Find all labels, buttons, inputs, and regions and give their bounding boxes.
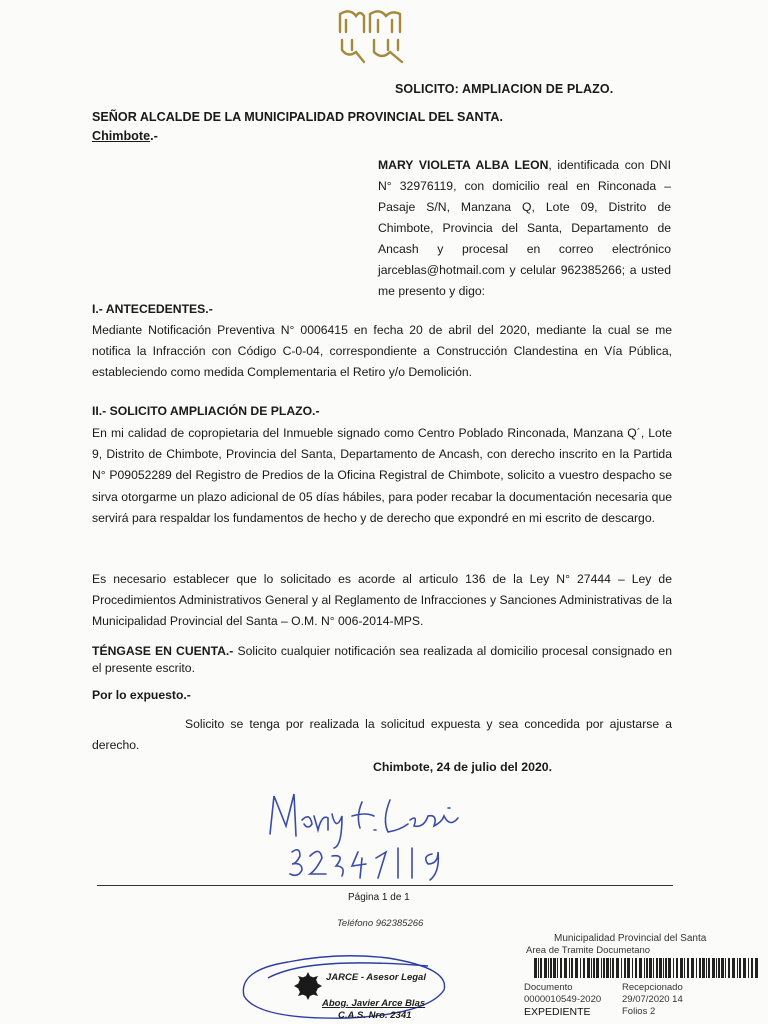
stamp-lawyer-name: Abog. Javier Arce Blas: [322, 998, 426, 1009]
barcode-bar: [596, 958, 599, 978]
barcode-bar: [728, 958, 730, 978]
barcode-bar: [668, 958, 671, 978]
barcode-bar: [627, 958, 630, 978]
footer-phone: Teléfono 962385266: [337, 918, 424, 929]
barcode-bar: [702, 958, 705, 978]
barcode-bar: [659, 958, 662, 978]
barcode-bar: [624, 958, 626, 978]
barcode-bar: [560, 958, 562, 978]
barcode-bar: [743, 958, 746, 978]
handwritten-signature: [262, 786, 482, 881]
barcode-bar: [684, 958, 685, 978]
barcode-bar: [621, 958, 622, 978]
antecedentes-paragraph: Mediante Notificación Preventiva N° 0006415 en fecha 20 de abril del 2020, mediante la cual se me notifica la Infracción con Código C-0-04, correspondiente a Construcción Clandestina en Vía Pública, estableciendo como medida Complementaria el Retiro y/o Demolición.: [92, 323, 672, 380]
tengase-text: Solicito cualquier notificación sea realizada al domicilio procesal consignado en el presente escrito.: [92, 644, 672, 675]
barcode-bar: [571, 958, 573, 978]
barcode-bar: [548, 958, 549, 978]
por-lo-expuesto-title: Por lo expuesto.-: [92, 688, 191, 702]
barcode-bar: [587, 958, 590, 978]
barcode-bar: [534, 958, 537, 978]
barcode-bar: [665, 958, 667, 978]
footer-divider: [97, 885, 673, 886]
stamp-cas-number: C.A.S. Nro. 2341: [338, 1010, 412, 1021]
registry-doc-type: EXPEDIENTE: [524, 1006, 591, 1018]
barcode-bar: [616, 958, 619, 978]
barcode-bar: [632, 958, 633, 978]
barcode-bar: [610, 958, 611, 978]
barcode-bar: [564, 958, 567, 978]
barcode-bar: [739, 958, 741, 978]
barcode-bar: [557, 958, 558, 978]
document-subject: SOLICITO: AMPLIACION DE PLAZO.: [395, 82, 614, 96]
barcode-bar: [687, 958, 689, 978]
barcode-bar: [691, 958, 694, 978]
barcode-bar: [544, 958, 547, 978]
municipality-logo: [330, 6, 414, 66]
barcode-bar: [656, 958, 658, 978]
tengase-label: TÉNGASE EN CUENTA.-: [92, 644, 234, 658]
addressee: SEÑOR ALCALDE DE LA MUNICIPALIDAD PROVINCIAL DEL SANTA.: [92, 110, 503, 124]
barcode-bar: [601, 958, 602, 978]
introduction-text: , identificada con DNI N° 32976119, con domicilio real en Rinconada – Pasaje S/N, Manzana Q, Lote 09, Distrito de Chimbote, Provincia del Santa, Departamento de Ancash y procesal en correo electrónico jarceblas@hotmail.com y celular 962385266; a usted me presento y digo:: [378, 158, 671, 298]
registry-doc-number: 0000010549-2020: [524, 994, 602, 1005]
tengase-paragraph: [92, 643, 672, 677]
barcode-bar: [569, 958, 570, 978]
barcode-bar: [653, 958, 654, 978]
barcode-bar: [716, 958, 717, 978]
barcode-bar: [550, 958, 552, 978]
barcode-bar: [748, 958, 749, 978]
registry-area: Area de Tramite Documetano: [526, 945, 651, 956]
document-date: Chimbote, 24 de julio del 2020.: [373, 760, 553, 774]
barcode-bar: [663, 958, 664, 978]
barcode-bar: [606, 958, 609, 978]
barcode-bar: [591, 958, 592, 978]
barcode-bar: [737, 958, 738, 978]
section-solicito-title: II.- SOLICITO AMPLIACIÓN DE PLAZO.-: [92, 404, 320, 418]
barcode-bar: [708, 958, 710, 978]
barcode-bar: [646, 958, 648, 978]
barcode-bar: [553, 958, 556, 978]
barcode-bar: [751, 958, 753, 978]
barcode-bar: [540, 958, 542, 978]
registry-doc-label: Documento: [524, 982, 573, 993]
barcode-bar: [699, 958, 701, 978]
barcode-bar: [612, 958, 614, 978]
barcode-bar: [732, 958, 735, 978]
barcode: [534, 958, 759, 978]
registry-entity: Municipalidad Provincial del Santa: [554, 933, 707, 944]
barcode-bar: [593, 958, 595, 978]
registry-received-label: Recepcionado: [622, 982, 683, 993]
introduction-paragraph: [378, 155, 671, 302]
lawyer-stamp: [228, 948, 478, 1024]
registry-folios: Folios 2: [622, 1006, 656, 1017]
barcode-bar: [696, 958, 697, 978]
solicito-paragraph: En mi calidad de copropietaria del Inmueble signado como Centro Poblado Rinconada, Manzana Q´, Lote 9, Distrito de Chimbote, Provincia del Santa, Departamento de Ancash, con derecho inscrito en la Partida N° P09052289 del Registro de Predios de la Oficina Registral de Chimbote, solicito a vuestro despacho se sirva otorgarme un plazo adicional de 05 días hábiles, para poder recabar la documentación necesaria que servirá para respaldar los fundamentos de hecho y de derecho que expondré en mi escrito de descargo.: [92, 426, 672, 525]
barcode-bar: [712, 958, 715, 978]
barcode-bar: [644, 958, 645, 978]
barcode-bar: [603, 958, 605, 978]
barcode-bar: [538, 958, 539, 978]
closing-paragraph: Solicito se tenga por realizada la solicitud expuesta y sea concedida por ajustarse a derecho.: [92, 717, 672, 753]
barcode-bar: [718, 958, 720, 978]
registry-reception-label: [520, 930, 768, 1024]
legal-basis-paragraph: Es necesario establecer que lo solicitado es acorde al articulo 136 de la Ley N° 27444 – Ley de Procedimientos Administrativos General y al Reglamento de Infracciones y Sanciones Administrativas de la Municipalidad Provincial del Santa – O.M. N° 006-2014-MPS.: [92, 572, 672, 629]
stamp-title: JARCE - Asesor Legal: [326, 972, 426, 983]
barcode-bar: [635, 958, 637, 978]
barcode-bar: [676, 958, 678, 978]
addressee-city: [92, 129, 158, 143]
petitioner-name: MARY VIOLETA ALBA LEON: [378, 158, 549, 172]
city-name: Chimbote: [92, 129, 151, 143]
registry-received-date: 29/07/2020 14: [622, 994, 683, 1005]
page-number: Página 1 de 1: [348, 892, 410, 903]
barcode-bar: [673, 958, 674, 978]
section-antecedentes-title: I.- ANTECEDENTES.-: [92, 302, 213, 316]
barcode-bar: [721, 958, 724, 978]
barcode-bar: [649, 958, 652, 978]
barcode-bar: [680, 958, 683, 978]
barcode-bar: [639, 958, 642, 978]
barcode-bar: [575, 958, 578, 978]
barcode-bar: [725, 958, 726, 978]
barcode-bar: [755, 958, 758, 978]
barcode-bar: [706, 958, 707, 978]
barcode-bar: [580, 958, 581, 978]
city-suffix: .-: [150, 129, 158, 143]
barcode-bar: [583, 958, 585, 978]
